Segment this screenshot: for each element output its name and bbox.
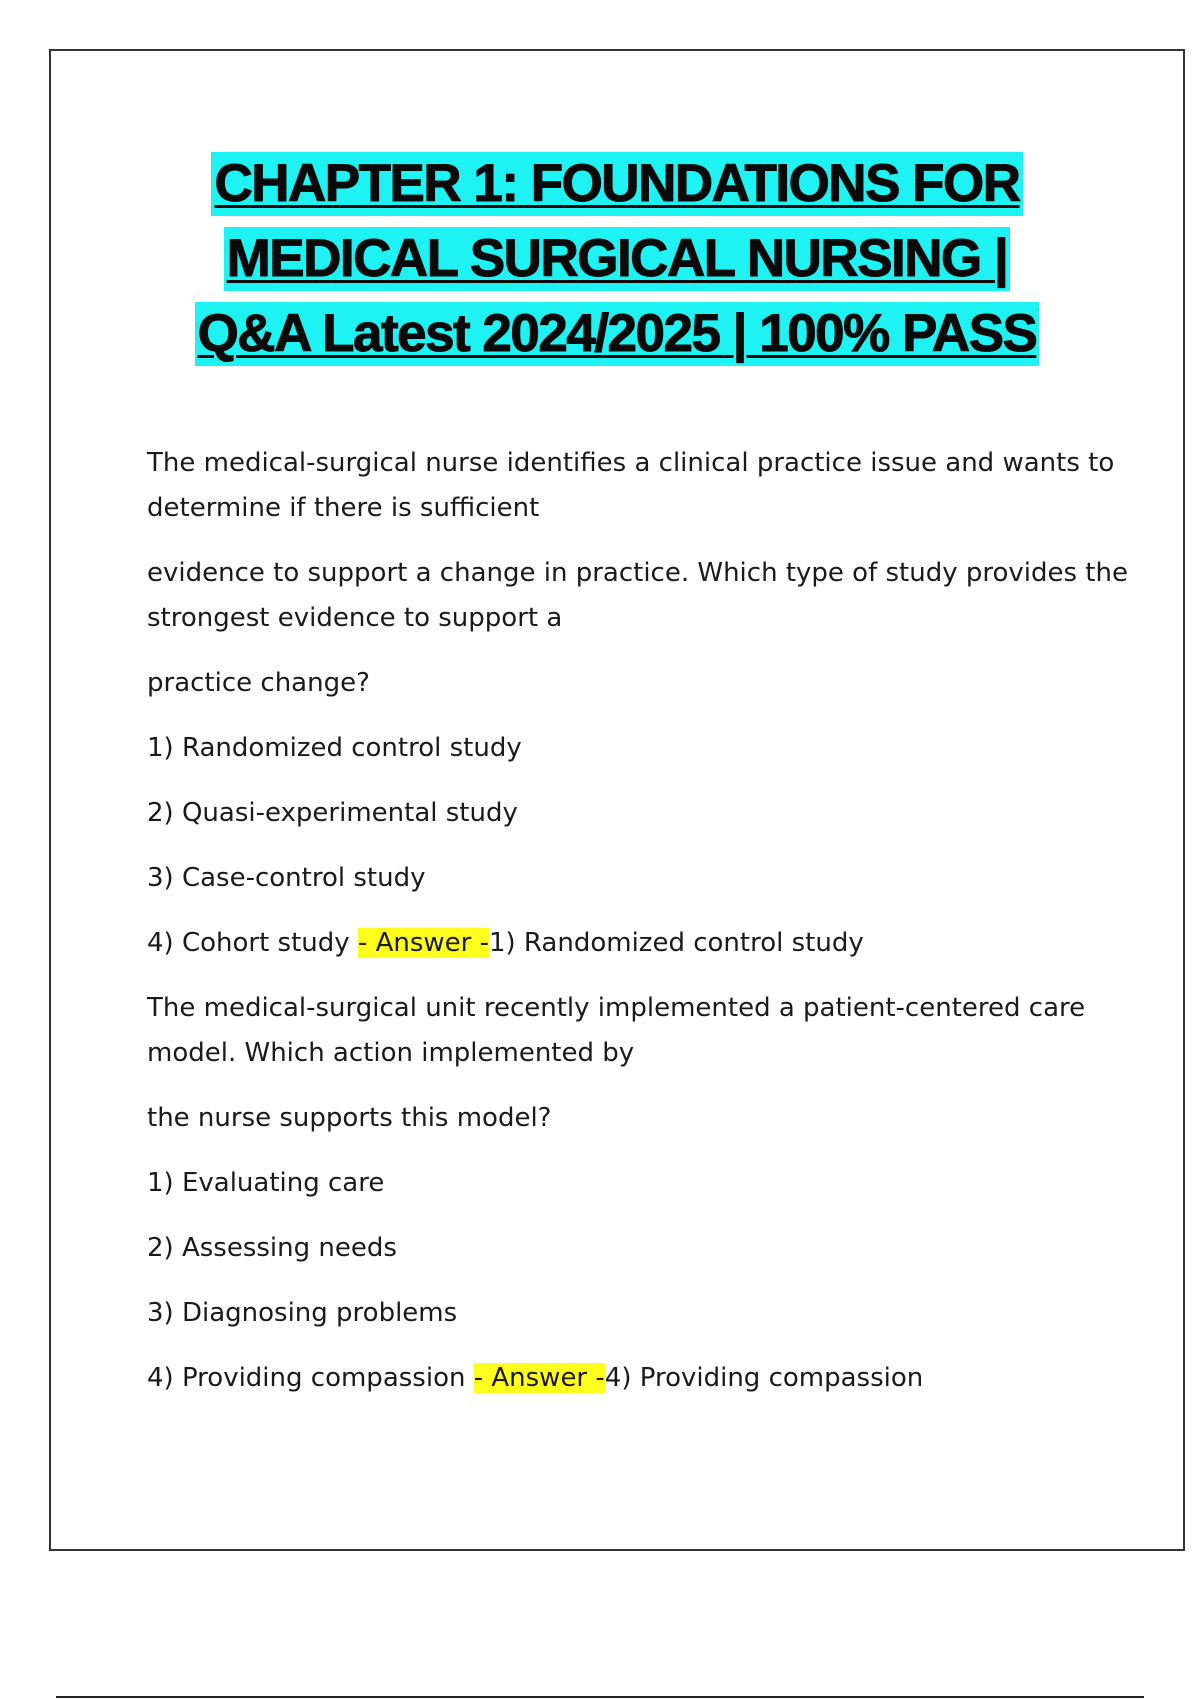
answer-marker: - Answer - xyxy=(357,928,489,958)
question-2-option-1: 1) Evaluating care xyxy=(147,1168,385,1198)
question-1-option-4: 4) Cohort study xyxy=(147,928,358,958)
question-2-answer: 4) Providing compassion xyxy=(604,1363,924,1393)
title-line-3: Q&A Latest 2024/2025 | 100% PASS xyxy=(195,302,1040,366)
question-2-stem-part-1: The medical-surgical unit recently implemented a patient-centered care model. Which action implemented by xyxy=(147,993,1086,1068)
question-2-option-2: 2) Assessing needs xyxy=(147,1233,397,1263)
question-2-option-3: 3) Diagnosing problems xyxy=(147,1298,458,1328)
document-body xyxy=(147,441,1137,1401)
question-1-answer: 1) Randomized control study xyxy=(488,928,864,958)
bottom-divider xyxy=(56,1696,1144,1698)
question-1-stem-part-3: practice change? xyxy=(147,668,370,698)
answer-marker: - Answer - xyxy=(473,1363,605,1393)
question-1-option-2: 2) Quasi-experimental study xyxy=(147,798,518,828)
title-line-2: MEDICAL SURGICAL NURSING | xyxy=(224,227,1011,291)
title-line-1: CHAPTER 1: FOUNDATIONS FOR xyxy=(211,152,1022,216)
document-title xyxy=(51,147,1183,372)
question-2-option-4-with-answer xyxy=(147,1356,1137,1401)
question-1-stem-part-2: evidence to support a change in practice. Which type of study provides the strongest evidence to support a xyxy=(147,558,1128,633)
question-1-option-1: 1) Randomized control study xyxy=(147,733,522,763)
document-page xyxy=(49,49,1185,1551)
question-2-stem-part-2: the nurse supports this model? xyxy=(147,1103,552,1133)
question-1-option-4-with-answer xyxy=(147,921,1137,966)
question-1-option-3: 3) Case-control study xyxy=(147,863,426,893)
question-1-stem-part-1: The medical-surgical nurse identifies a clinical practice issue and wants to determine if there is sufficient xyxy=(147,448,1115,523)
question-2-option-4: 4) Providing compassion xyxy=(147,1363,474,1393)
